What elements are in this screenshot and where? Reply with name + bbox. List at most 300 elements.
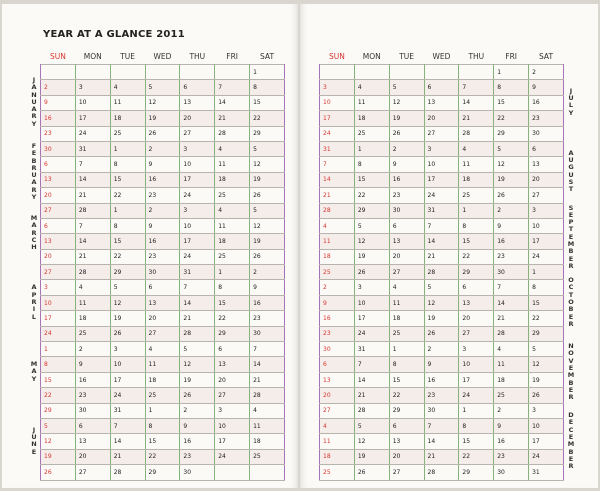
day-cell[interactable]: 9: [389, 157, 424, 172]
day-cell[interactable]: 10: [529, 418, 564, 433]
day-cell[interactable]: 6: [389, 218, 424, 233]
day-cell[interactable]: 5: [41, 418, 76, 433]
day-cell[interactable]: 11: [354, 95, 389, 110]
day-cell[interactable]: 9: [75, 357, 110, 372]
day-cell[interactable]: 19: [354, 449, 389, 464]
day-cell[interactable]: 15: [354, 172, 389, 187]
day-cell[interactable]: 24: [110, 388, 145, 403]
day-cell[interactable]: 22: [110, 188, 145, 203]
day-cell[interactable]: 29: [459, 265, 494, 280]
day-cell[interactable]: 27: [41, 265, 76, 280]
day-cell[interactable]: 23: [41, 126, 76, 141]
day-cell[interactable]: 7: [250, 342, 285, 357]
day-cell[interactable]: 8: [494, 80, 529, 95]
day-cell[interactable]: 22: [459, 449, 494, 464]
day-cell[interactable]: 25: [250, 449, 285, 464]
day-cell[interactable]: 15: [494, 95, 529, 110]
day-cell[interactable]: 21: [424, 249, 459, 264]
day-cell[interactable]: 13: [180, 95, 215, 110]
day-cell[interactable]: 5: [250, 141, 285, 156]
day-cell[interactable]: 12: [250, 218, 285, 233]
day-cell[interactable]: 10: [215, 418, 250, 433]
day-cell[interactable]: 9: [494, 218, 529, 233]
day-cell[interactable]: 7: [494, 280, 529, 295]
day-cell[interactable]: 25: [320, 265, 355, 280]
day-cell[interactable]: 27: [41, 203, 76, 218]
day-cell[interactable]: 31: [110, 403, 145, 418]
day-cell[interactable]: 28: [110, 465, 145, 480]
day-cell[interactable]: 27: [75, 465, 110, 480]
day-cell[interactable]: 25: [459, 188, 494, 203]
day-cell[interactable]: 10: [41, 295, 76, 310]
day-cell[interactable]: 26: [354, 465, 389, 480]
day-cell[interactable]: 7: [459, 80, 494, 95]
day-cell[interactable]: 3: [529, 403, 564, 418]
day-cell[interactable]: 7: [215, 80, 250, 95]
day-cell[interactable]: 24: [180, 188, 215, 203]
day-cell[interactable]: 23: [75, 388, 110, 403]
day-cell[interactable]: 18: [250, 434, 285, 449]
day-cell[interactable]: 7: [75, 218, 110, 233]
day-cell[interactable]: 11: [110, 95, 145, 110]
day-cell[interactable]: 30: [41, 141, 76, 156]
day-cell[interactable]: 31: [529, 465, 564, 480]
day-cell[interactable]: 2: [180, 403, 215, 418]
day-cell[interactable]: 12: [494, 157, 529, 172]
day-cell[interactable]: 3: [320, 80, 355, 95]
day-cell[interactable]: 15: [110, 234, 145, 249]
day-cell[interactable]: 25: [215, 188, 250, 203]
day-cell[interactable]: 13: [529, 157, 564, 172]
day-cell[interactable]: 12: [354, 434, 389, 449]
day-cell[interactable]: 13: [389, 434, 424, 449]
day-cell[interactable]: 8: [459, 218, 494, 233]
day-cell[interactable]: 7: [320, 157, 355, 172]
day-cell[interactable]: 12: [41, 434, 76, 449]
day-cell[interactable]: [75, 65, 110, 80]
day-cell[interactable]: 15: [250, 95, 285, 110]
day-cell[interactable]: 26: [145, 126, 180, 141]
day-cell[interactable]: 20: [180, 111, 215, 126]
day-cell[interactable]: 24: [529, 449, 564, 464]
day-cell[interactable]: 21: [75, 249, 110, 264]
day-cell[interactable]: 27: [459, 326, 494, 341]
day-cell[interactable]: 2: [320, 280, 355, 295]
day-cell[interactable]: 1: [459, 403, 494, 418]
day-cell[interactable]: 10: [180, 157, 215, 172]
day-cell[interactable]: 3: [180, 141, 215, 156]
day-cell[interactable]: 1: [110, 141, 145, 156]
day-cell[interactable]: 9: [41, 95, 76, 110]
day-cell[interactable]: 14: [215, 95, 250, 110]
day-cell[interactable]: 21: [459, 111, 494, 126]
day-cell[interactable]: 13: [75, 434, 110, 449]
day-cell[interactable]: 2: [529, 65, 564, 80]
day-cell[interactable]: 20: [145, 311, 180, 326]
day-cell[interactable]: 7: [354, 357, 389, 372]
day-cell[interactable]: 9: [145, 157, 180, 172]
day-cell[interactable]: 11: [459, 157, 494, 172]
day-cell[interactable]: [424, 65, 459, 80]
day-cell[interactable]: 17: [424, 172, 459, 187]
day-cell[interactable]: 24: [459, 388, 494, 403]
day-cell[interactable]: 18: [110, 111, 145, 126]
day-cell[interactable]: 12: [145, 95, 180, 110]
day-cell[interactable]: 7: [75, 157, 110, 172]
day-cell[interactable]: 3: [529, 203, 564, 218]
day-cell[interactable]: 4: [389, 280, 424, 295]
day-cell[interactable]: 30: [75, 403, 110, 418]
day-cell[interactable]: 17: [75, 111, 110, 126]
day-cell[interactable]: 14: [494, 295, 529, 310]
day-cell[interactable]: 16: [75, 372, 110, 387]
day-cell[interactable]: 18: [320, 449, 355, 464]
day-cell[interactable]: 4: [494, 342, 529, 357]
day-cell[interactable]: 14: [75, 234, 110, 249]
day-cell[interactable]: 20: [389, 249, 424, 264]
day-cell[interactable]: 23: [529, 111, 564, 126]
day-cell[interactable]: 17: [529, 434, 564, 449]
day-cell[interactable]: 26: [180, 388, 215, 403]
day-cell[interactable]: 25: [320, 465, 355, 480]
day-cell[interactable]: 10: [180, 218, 215, 233]
day-cell[interactable]: 2: [41, 80, 76, 95]
day-cell[interactable]: 3: [180, 203, 215, 218]
day-cell[interactable]: 11: [494, 357, 529, 372]
day-cell[interactable]: 26: [354, 265, 389, 280]
day-cell[interactable]: 20: [424, 111, 459, 126]
day-cell[interactable]: 29: [354, 203, 389, 218]
day-cell[interactable]: 23: [389, 188, 424, 203]
day-cell[interactable]: 25: [110, 126, 145, 141]
day-cell[interactable]: 21: [354, 388, 389, 403]
day-cell[interactable]: 17: [180, 234, 215, 249]
day-cell[interactable]: 14: [320, 172, 355, 187]
day-cell[interactable]: [41, 65, 76, 80]
day-cell[interactable]: 26: [494, 188, 529, 203]
day-cell[interactable]: 6: [75, 418, 110, 433]
day-cell[interactable]: 13: [41, 172, 76, 187]
day-cell[interactable]: 23: [145, 188, 180, 203]
day-cell[interactable]: 14: [180, 295, 215, 310]
day-cell[interactable]: 15: [389, 372, 424, 387]
day-cell[interactable]: 17: [354, 311, 389, 326]
day-cell[interactable]: 17: [320, 111, 355, 126]
day-cell[interactable]: 4: [215, 203, 250, 218]
day-cell[interactable]: 23: [494, 249, 529, 264]
day-cell[interactable]: 24: [424, 188, 459, 203]
day-cell[interactable]: 2: [424, 342, 459, 357]
day-cell[interactable]: 8: [215, 280, 250, 295]
day-cell[interactable]: 5: [389, 80, 424, 95]
day-cell[interactable]: 16: [41, 111, 76, 126]
day-cell[interactable]: 14: [250, 357, 285, 372]
day-cell[interactable]: 21: [110, 449, 145, 464]
day-cell[interactable]: [180, 65, 215, 80]
day-cell[interactable]: 25: [494, 388, 529, 403]
day-cell[interactable]: 4: [320, 418, 355, 433]
day-cell[interactable]: 22: [110, 249, 145, 264]
day-cell[interactable]: 30: [145, 265, 180, 280]
day-cell[interactable]: 2: [75, 342, 110, 357]
day-cell[interactable]: 22: [459, 249, 494, 264]
day-cell[interactable]: 11: [320, 234, 355, 249]
day-cell[interactable]: 16: [494, 434, 529, 449]
day-cell[interactable]: 8: [110, 157, 145, 172]
day-cell[interactable]: 15: [110, 172, 145, 187]
day-cell[interactable]: 11: [215, 218, 250, 233]
day-cell[interactable]: 30: [250, 326, 285, 341]
day-cell[interactable]: 1: [250, 65, 285, 80]
day-cell[interactable]: 19: [145, 111, 180, 126]
day-cell[interactable]: 9: [529, 80, 564, 95]
day-cell[interactable]: 28: [75, 203, 110, 218]
day-cell[interactable]: 17: [215, 434, 250, 449]
day-cell[interactable]: 2: [389, 141, 424, 156]
day-cell[interactable]: 10: [424, 157, 459, 172]
day-cell[interactable]: 6: [424, 80, 459, 95]
day-cell[interactable]: 30: [180, 465, 215, 480]
day-cell[interactable]: 19: [250, 172, 285, 187]
day-cell[interactable]: 5: [354, 418, 389, 433]
day-cell[interactable]: 11: [215, 157, 250, 172]
day-cell[interactable]: 19: [180, 372, 215, 387]
day-cell[interactable]: 20: [529, 172, 564, 187]
day-cell[interactable]: 5: [250, 203, 285, 218]
day-cell[interactable]: 19: [389, 111, 424, 126]
day-cell[interactable]: 1: [389, 342, 424, 357]
day-cell[interactable]: 11: [75, 295, 110, 310]
day-cell[interactable]: [250, 465, 285, 480]
day-cell[interactable]: [320, 65, 355, 80]
day-cell[interactable]: 18: [389, 311, 424, 326]
day-cell[interactable]: 13: [459, 295, 494, 310]
day-cell[interactable]: 16: [494, 234, 529, 249]
day-cell[interactable]: [215, 65, 250, 80]
day-cell[interactable]: 12: [529, 357, 564, 372]
day-cell[interactable]: 26: [250, 188, 285, 203]
day-cell[interactable]: 26: [41, 465, 76, 480]
day-cell[interactable]: 15: [529, 295, 564, 310]
day-cell[interactable]: 21: [75, 188, 110, 203]
day-cell[interactable]: 16: [424, 372, 459, 387]
day-cell[interactable]: 20: [75, 449, 110, 464]
day-cell[interactable]: 30: [529, 126, 564, 141]
day-cell[interactable]: 1: [110, 203, 145, 218]
day-cell[interactable]: 28: [424, 465, 459, 480]
day-cell[interactable]: 5: [494, 141, 529, 156]
day-cell[interactable]: 22: [41, 388, 76, 403]
day-cell[interactable]: 28: [215, 126, 250, 141]
day-cell[interactable]: 5: [424, 280, 459, 295]
day-cell[interactable]: 25: [354, 126, 389, 141]
day-cell[interactable]: 21: [494, 311, 529, 326]
day-cell[interactable]: 9: [180, 418, 215, 433]
day-cell[interactable]: 14: [354, 372, 389, 387]
day-cell[interactable]: 26: [110, 326, 145, 341]
day-cell[interactable]: 3: [354, 280, 389, 295]
day-cell[interactable]: 28: [75, 265, 110, 280]
day-cell[interactable]: 28: [180, 326, 215, 341]
day-cell[interactable]: 5: [180, 342, 215, 357]
day-cell[interactable]: 5: [145, 80, 180, 95]
day-cell[interactable]: 15: [41, 372, 76, 387]
day-cell[interactable]: 14: [110, 434, 145, 449]
day-cell[interactable]: 4: [110, 80, 145, 95]
day-cell[interactable]: 19: [494, 172, 529, 187]
day-cell[interactable]: 13: [215, 357, 250, 372]
day-cell[interactable]: 9: [424, 357, 459, 372]
day-cell[interactable]: 16: [145, 234, 180, 249]
day-cell[interactable]: 14: [459, 95, 494, 110]
day-cell[interactable]: 19: [41, 449, 76, 464]
day-cell[interactable]: 31: [180, 265, 215, 280]
day-cell[interactable]: 29: [494, 126, 529, 141]
day-cell[interactable]: 3: [459, 342, 494, 357]
day-cell[interactable]: 25: [145, 388, 180, 403]
day-cell[interactable]: 27: [180, 126, 215, 141]
day-cell[interactable]: 19: [250, 234, 285, 249]
day-cell[interactable]: 16: [145, 172, 180, 187]
day-cell[interactable]: [354, 65, 389, 80]
day-cell[interactable]: 24: [529, 249, 564, 264]
day-cell[interactable]: 3: [424, 141, 459, 156]
day-cell[interactable]: [110, 65, 145, 80]
day-cell[interactable]: 31: [75, 141, 110, 156]
day-cell[interactable]: 2: [250, 265, 285, 280]
day-cell[interactable]: 23: [250, 311, 285, 326]
day-cell[interactable]: 27: [215, 388, 250, 403]
day-cell[interactable]: 16: [180, 434, 215, 449]
day-cell[interactable]: 12: [389, 95, 424, 110]
day-cell[interactable]: 12: [250, 157, 285, 172]
day-cell[interactable]: 25: [215, 249, 250, 264]
day-cell[interactable]: 13: [320, 372, 355, 387]
day-cell[interactable]: 29: [529, 326, 564, 341]
day-cell[interactable]: 7: [110, 418, 145, 433]
day-cell[interactable]: 11: [389, 295, 424, 310]
day-cell[interactable]: 21: [424, 449, 459, 464]
day-cell[interactable]: 1: [41, 342, 76, 357]
day-cell[interactable]: 27: [424, 126, 459, 141]
day-cell[interactable]: 29: [41, 403, 76, 418]
day-cell[interactable]: 30: [320, 342, 355, 357]
day-cell[interactable]: 6: [41, 218, 76, 233]
day-cell[interactable]: 9: [145, 218, 180, 233]
day-cell[interactable]: 17: [459, 372, 494, 387]
day-cell[interactable]: 31: [424, 203, 459, 218]
day-cell[interactable]: 30: [494, 465, 529, 480]
day-cell[interactable]: 27: [320, 403, 355, 418]
day-cell[interactable]: 22: [250, 111, 285, 126]
day-cell[interactable]: 25: [75, 326, 110, 341]
day-cell[interactable]: 4: [250, 403, 285, 418]
day-cell[interactable]: 3: [215, 403, 250, 418]
day-cell[interactable]: 4: [354, 80, 389, 95]
day-cell[interactable]: 27: [145, 326, 180, 341]
day-cell[interactable]: 6: [180, 80, 215, 95]
day-cell[interactable]: [389, 65, 424, 80]
day-cell[interactable]: 17: [180, 172, 215, 187]
day-cell[interactable]: 2: [145, 203, 180, 218]
day-cell[interactable]: 14: [424, 434, 459, 449]
day-cell[interactable]: 18: [215, 234, 250, 249]
day-cell[interactable]: 18: [75, 311, 110, 326]
day-cell[interactable]: 3: [75, 80, 110, 95]
day-cell[interactable]: 13: [424, 95, 459, 110]
day-cell[interactable]: 18: [459, 172, 494, 187]
day-cell[interactable]: 23: [424, 388, 459, 403]
day-cell[interactable]: 7: [424, 418, 459, 433]
day-cell[interactable]: 18: [145, 372, 180, 387]
day-cell[interactable]: 29: [215, 326, 250, 341]
day-cell[interactable]: 27: [389, 265, 424, 280]
day-cell[interactable]: 29: [145, 465, 180, 480]
day-cell[interactable]: 16: [529, 95, 564, 110]
day-cell[interactable]: 6: [389, 418, 424, 433]
day-cell[interactable]: 23: [494, 449, 529, 464]
day-cell[interactable]: 14: [75, 172, 110, 187]
day-cell[interactable]: [215, 465, 250, 480]
day-cell[interactable]: 16: [320, 311, 355, 326]
day-cell[interactable]: 15: [459, 434, 494, 449]
day-cell[interactable]: 8: [389, 357, 424, 372]
day-cell[interactable]: 20: [459, 311, 494, 326]
day-cell[interactable]: 18: [320, 249, 355, 264]
day-cell[interactable]: 21: [320, 188, 355, 203]
day-cell[interactable]: 4: [75, 280, 110, 295]
day-cell[interactable]: 28: [320, 203, 355, 218]
day-cell[interactable]: 22: [215, 311, 250, 326]
day-cell[interactable]: 22: [354, 188, 389, 203]
day-cell[interactable]: [145, 65, 180, 80]
day-cell[interactable]: 9: [494, 418, 529, 433]
day-cell[interactable]: 19: [424, 311, 459, 326]
day-cell[interactable]: 1: [529, 265, 564, 280]
day-cell[interactable]: 6: [529, 141, 564, 156]
day-cell[interactable]: 10: [459, 357, 494, 372]
day-cell[interactable]: 30: [389, 203, 424, 218]
day-cell[interactable]: 28: [354, 403, 389, 418]
day-cell[interactable]: 21: [215, 111, 250, 126]
day-cell[interactable]: 28: [494, 326, 529, 341]
day-cell[interactable]: 2: [145, 141, 180, 156]
day-cell[interactable]: 28: [424, 265, 459, 280]
day-cell[interactable]: 15: [459, 234, 494, 249]
day-cell[interactable]: 17: [529, 234, 564, 249]
day-cell[interactable]: 1: [459, 203, 494, 218]
day-cell[interactable]: 1: [145, 403, 180, 418]
day-cell[interactable]: 8: [354, 157, 389, 172]
day-cell[interactable]: 14: [424, 234, 459, 249]
day-cell[interactable]: 1: [494, 65, 529, 80]
day-cell[interactable]: 19: [110, 311, 145, 326]
day-cell[interactable]: 11: [250, 418, 285, 433]
day-cell[interactable]: 10: [75, 95, 110, 110]
day-cell[interactable]: 28: [459, 126, 494, 141]
day-cell[interactable]: 11: [320, 434, 355, 449]
day-cell[interactable]: 18: [354, 111, 389, 126]
day-cell[interactable]: 7: [424, 218, 459, 233]
day-cell[interactable]: 12: [424, 295, 459, 310]
day-cell[interactable]: 10: [354, 295, 389, 310]
day-cell[interactable]: 12: [110, 295, 145, 310]
day-cell[interactable]: 20: [320, 388, 355, 403]
day-cell[interactable]: 13: [145, 295, 180, 310]
day-cell[interactable]: 12: [354, 234, 389, 249]
day-cell[interactable]: 20: [41, 188, 76, 203]
day-cell[interactable]: 6: [215, 342, 250, 357]
